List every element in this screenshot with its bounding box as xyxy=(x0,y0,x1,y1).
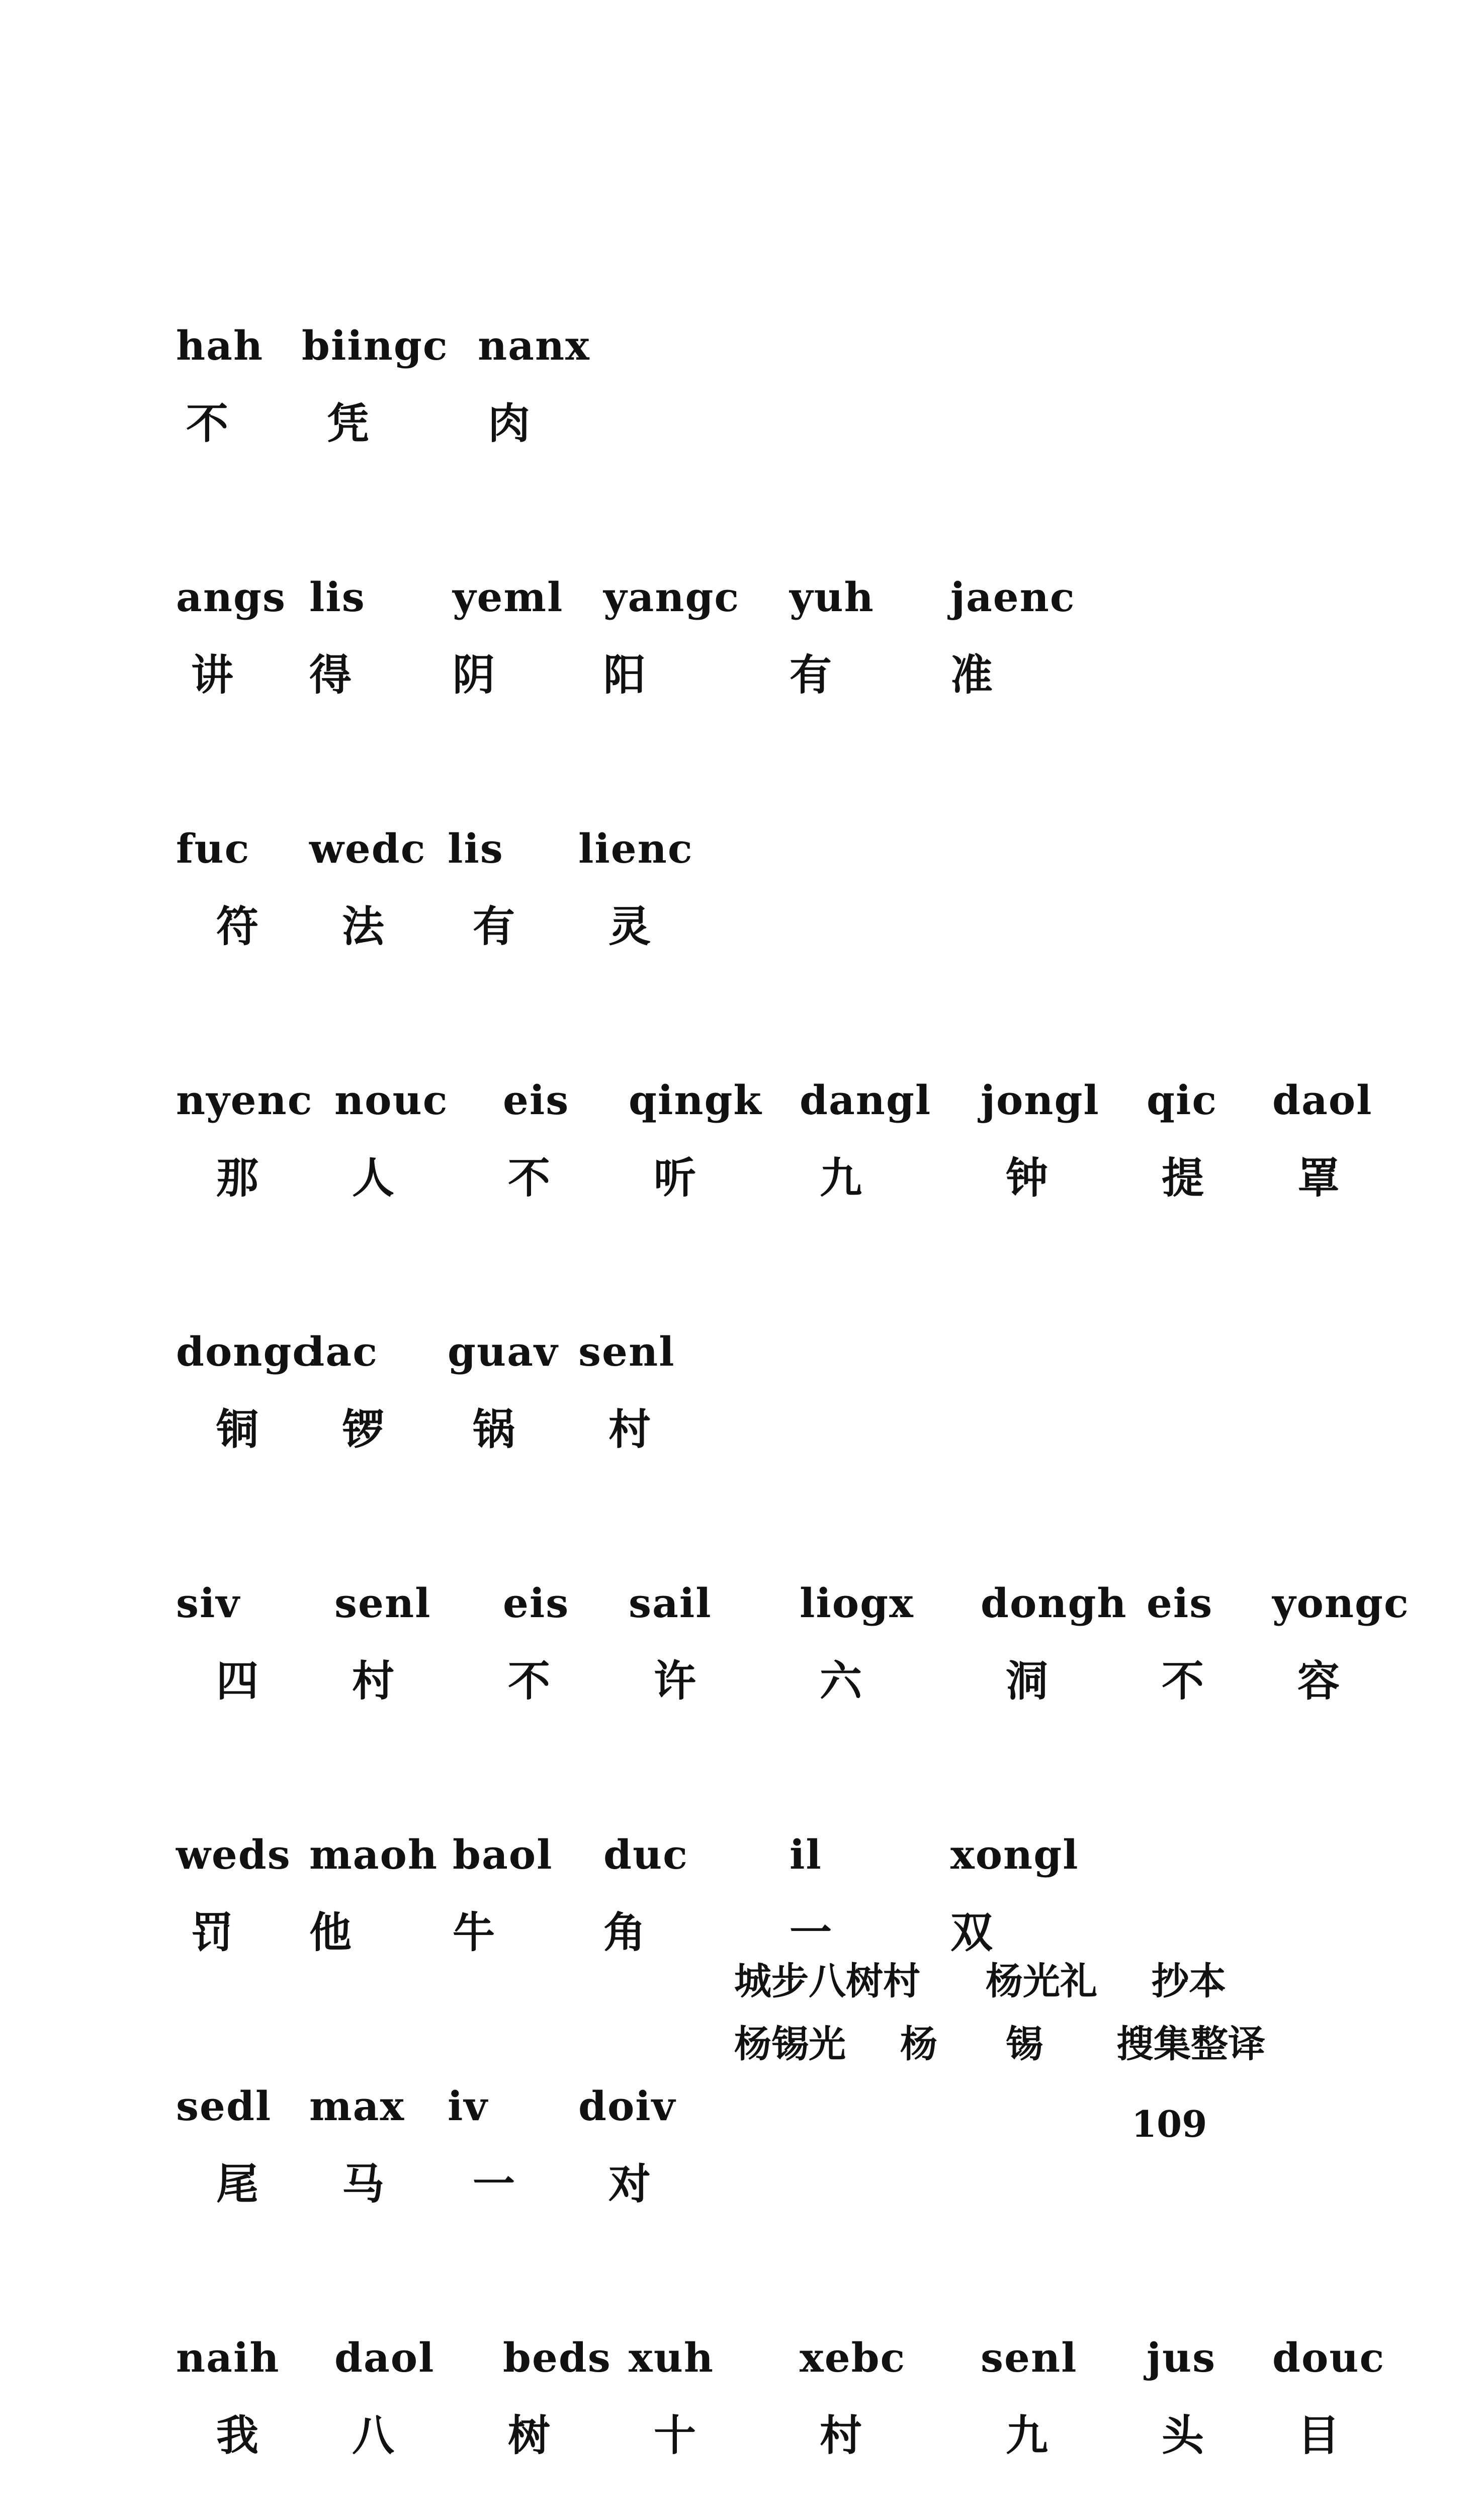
chinese-character: 人 xyxy=(352,1153,395,1203)
romanized-word: daol xyxy=(334,2334,435,2381)
verse-line-pair xyxy=(176,1076,1373,1328)
romanized-word: nouc xyxy=(334,1076,449,1124)
verse-block xyxy=(176,322,1410,2515)
romanized-word: naih xyxy=(176,2334,280,2381)
romanized-word: lis xyxy=(309,573,366,621)
verse-line-pair xyxy=(176,1579,1410,1831)
romanized-word: senl xyxy=(334,1579,431,1627)
romanized-word: xebc xyxy=(800,2334,906,2381)
romanized-word: jongl xyxy=(981,1076,1100,1124)
chinese-character: 肉 xyxy=(488,399,531,448)
romanized-word: weds xyxy=(176,1831,291,1878)
romanized-word: lis xyxy=(448,825,504,872)
romanized-word: biingc xyxy=(302,322,449,369)
romanized-word: beds xyxy=(503,2334,612,2381)
chinese-character: 六 xyxy=(820,1656,862,1706)
romanized-word: duc xyxy=(603,1831,688,1878)
chinese-character: 符 xyxy=(216,902,259,951)
romanized-word: dangl xyxy=(800,1076,932,1124)
romanized-word: wedc xyxy=(309,825,426,872)
chinese-character: 有 xyxy=(790,650,832,700)
romanized-word: lac xyxy=(309,1328,378,1375)
page-number: 109 xyxy=(1131,2103,1207,2145)
credit-text: 搜集整译 xyxy=(1116,2023,1265,2066)
chinese-character: 那 xyxy=(216,1153,259,1203)
romanized-word: dongc xyxy=(176,1328,318,1375)
chinese-character: 阳 xyxy=(603,650,646,700)
chinese-character: 尾 xyxy=(216,2159,259,2209)
chinese-character: 有 xyxy=(473,902,515,951)
romanized-word: xongl xyxy=(950,1831,1079,1878)
romanized-word: senl xyxy=(578,1328,675,1375)
chinese-character: 凭 xyxy=(327,399,370,448)
romanized-word: yeml xyxy=(453,573,564,621)
chinese-character: 我 xyxy=(216,2411,259,2460)
romanized-word: max xyxy=(309,2082,405,2130)
chinese-character: 不 xyxy=(508,1656,551,1706)
verse-line-pair xyxy=(176,825,1307,1076)
credit-text: 城步八树村 xyxy=(734,1960,920,2003)
chinese-character: 双 xyxy=(950,1908,993,1957)
chinese-character: 九 xyxy=(820,1153,862,1203)
chinese-character: 村 xyxy=(352,1656,395,1706)
verse-line-pair xyxy=(176,2334,1385,2515)
chinese-character: 不 xyxy=(508,1153,551,1203)
chinese-character: 听 xyxy=(654,1153,696,1203)
verse-line-pair xyxy=(176,322,1307,573)
romanized-word: baol xyxy=(453,1831,553,1878)
chinese-character: 目 xyxy=(1297,2411,1340,2460)
romanized-word: angs xyxy=(176,573,286,621)
chinese-character: 洞 xyxy=(1006,1656,1049,1706)
romanized-word: eis xyxy=(503,1579,570,1627)
romanized-word: siv xyxy=(176,1579,240,1627)
chinese-character: 一 xyxy=(473,2159,515,2209)
romanized-word: iv xyxy=(448,2082,488,2130)
romanized-word: il xyxy=(790,1831,822,1878)
chinese-character: 九 xyxy=(1006,2411,1049,2460)
romanized-word: nyenc xyxy=(176,1076,313,1124)
chinese-character: 马 xyxy=(342,2159,385,2209)
chinese-character: 头 xyxy=(1162,2411,1204,2460)
romanized-word: senl xyxy=(981,2334,1078,2381)
chinese-character: 罩 xyxy=(1297,1153,1340,1203)
chinese-character: 阴 xyxy=(453,650,495,700)
romanized-word: daol xyxy=(1272,1076,1373,1124)
romanized-word: qic xyxy=(1147,1076,1218,1124)
romanized-word: jus xyxy=(1147,2334,1216,2381)
romanized-word: sedl xyxy=(176,2082,272,2130)
chinese-character: 锣 xyxy=(342,1405,385,1454)
chinese-character: 对 xyxy=(608,2159,651,2209)
chinese-character: 角 xyxy=(603,1908,646,1957)
romanized-word: lienc xyxy=(578,825,693,872)
romanized-word: qingk xyxy=(629,1076,762,1124)
chinese-character: 铜 xyxy=(216,1405,259,1454)
romanized-word: douc xyxy=(1272,2334,1385,2381)
chinese-character: 钟 xyxy=(1006,1153,1049,1203)
romanized-word: doiv xyxy=(578,2082,676,2130)
chinese-character: 许 xyxy=(654,1656,696,1706)
chinese-character: 一 xyxy=(790,1908,832,1957)
chinese-character: 准 xyxy=(950,650,993,700)
credit-text: 杨 xyxy=(900,2023,937,2066)
romanized-word: maoh xyxy=(309,1831,439,1878)
chinese-character: 容 xyxy=(1297,1656,1340,1706)
chinese-character: 八 xyxy=(352,2411,395,2460)
chinese-character: 牛 xyxy=(453,1908,495,1957)
credit-text: 抄本 xyxy=(1152,1960,1226,2003)
romanized-word: yongc xyxy=(1272,1579,1410,1627)
romanized-word: fuc xyxy=(176,825,250,872)
chinese-character: 讲 xyxy=(191,650,234,700)
chinese-character: 锅 xyxy=(473,1405,515,1454)
romanized-word: yangc xyxy=(603,573,740,621)
romanized-word: liogx xyxy=(800,1579,914,1627)
verse-line-pair xyxy=(176,573,1307,825)
chinese-character: 法 xyxy=(342,902,385,951)
romanized-word: yuh xyxy=(790,573,875,621)
credit-text: 锡 xyxy=(1006,2023,1043,2066)
chinese-character: 提 xyxy=(1162,1153,1204,1203)
chinese-character: 不 xyxy=(186,399,229,448)
chinese-character: 得 xyxy=(309,650,352,700)
chinese-character: 罚 xyxy=(191,1908,234,1957)
chinese-character: 树 xyxy=(508,2411,551,2460)
romanized-word: sail xyxy=(629,1579,712,1627)
romanized-word: hah xyxy=(176,322,264,369)
chinese-character: 灵 xyxy=(608,902,651,951)
chinese-character: 他 xyxy=(309,1908,352,1957)
chinese-character: 村 xyxy=(820,2411,862,2460)
credit-text: 杨锡光 xyxy=(734,2023,846,2066)
chinese-character: 十 xyxy=(654,2411,696,2460)
credit-text: 杨光礼 xyxy=(986,1960,1097,2003)
chinese-character: 村 xyxy=(608,1405,651,1454)
romanized-word: eis xyxy=(503,1076,570,1124)
chinese-character: 不 xyxy=(1162,1656,1204,1706)
romanized-word: eis xyxy=(1147,1579,1213,1627)
romanized-word: jaenc xyxy=(950,573,1076,621)
romanized-word: guav xyxy=(448,1328,559,1375)
romanized-word: xuh xyxy=(629,2334,715,2381)
chinese-character: 四 xyxy=(216,1656,259,1706)
romanized-word: nanx xyxy=(478,322,590,369)
verse-line-pair xyxy=(176,1328,1307,1579)
romanized-word: dongh xyxy=(981,1579,1127,1627)
